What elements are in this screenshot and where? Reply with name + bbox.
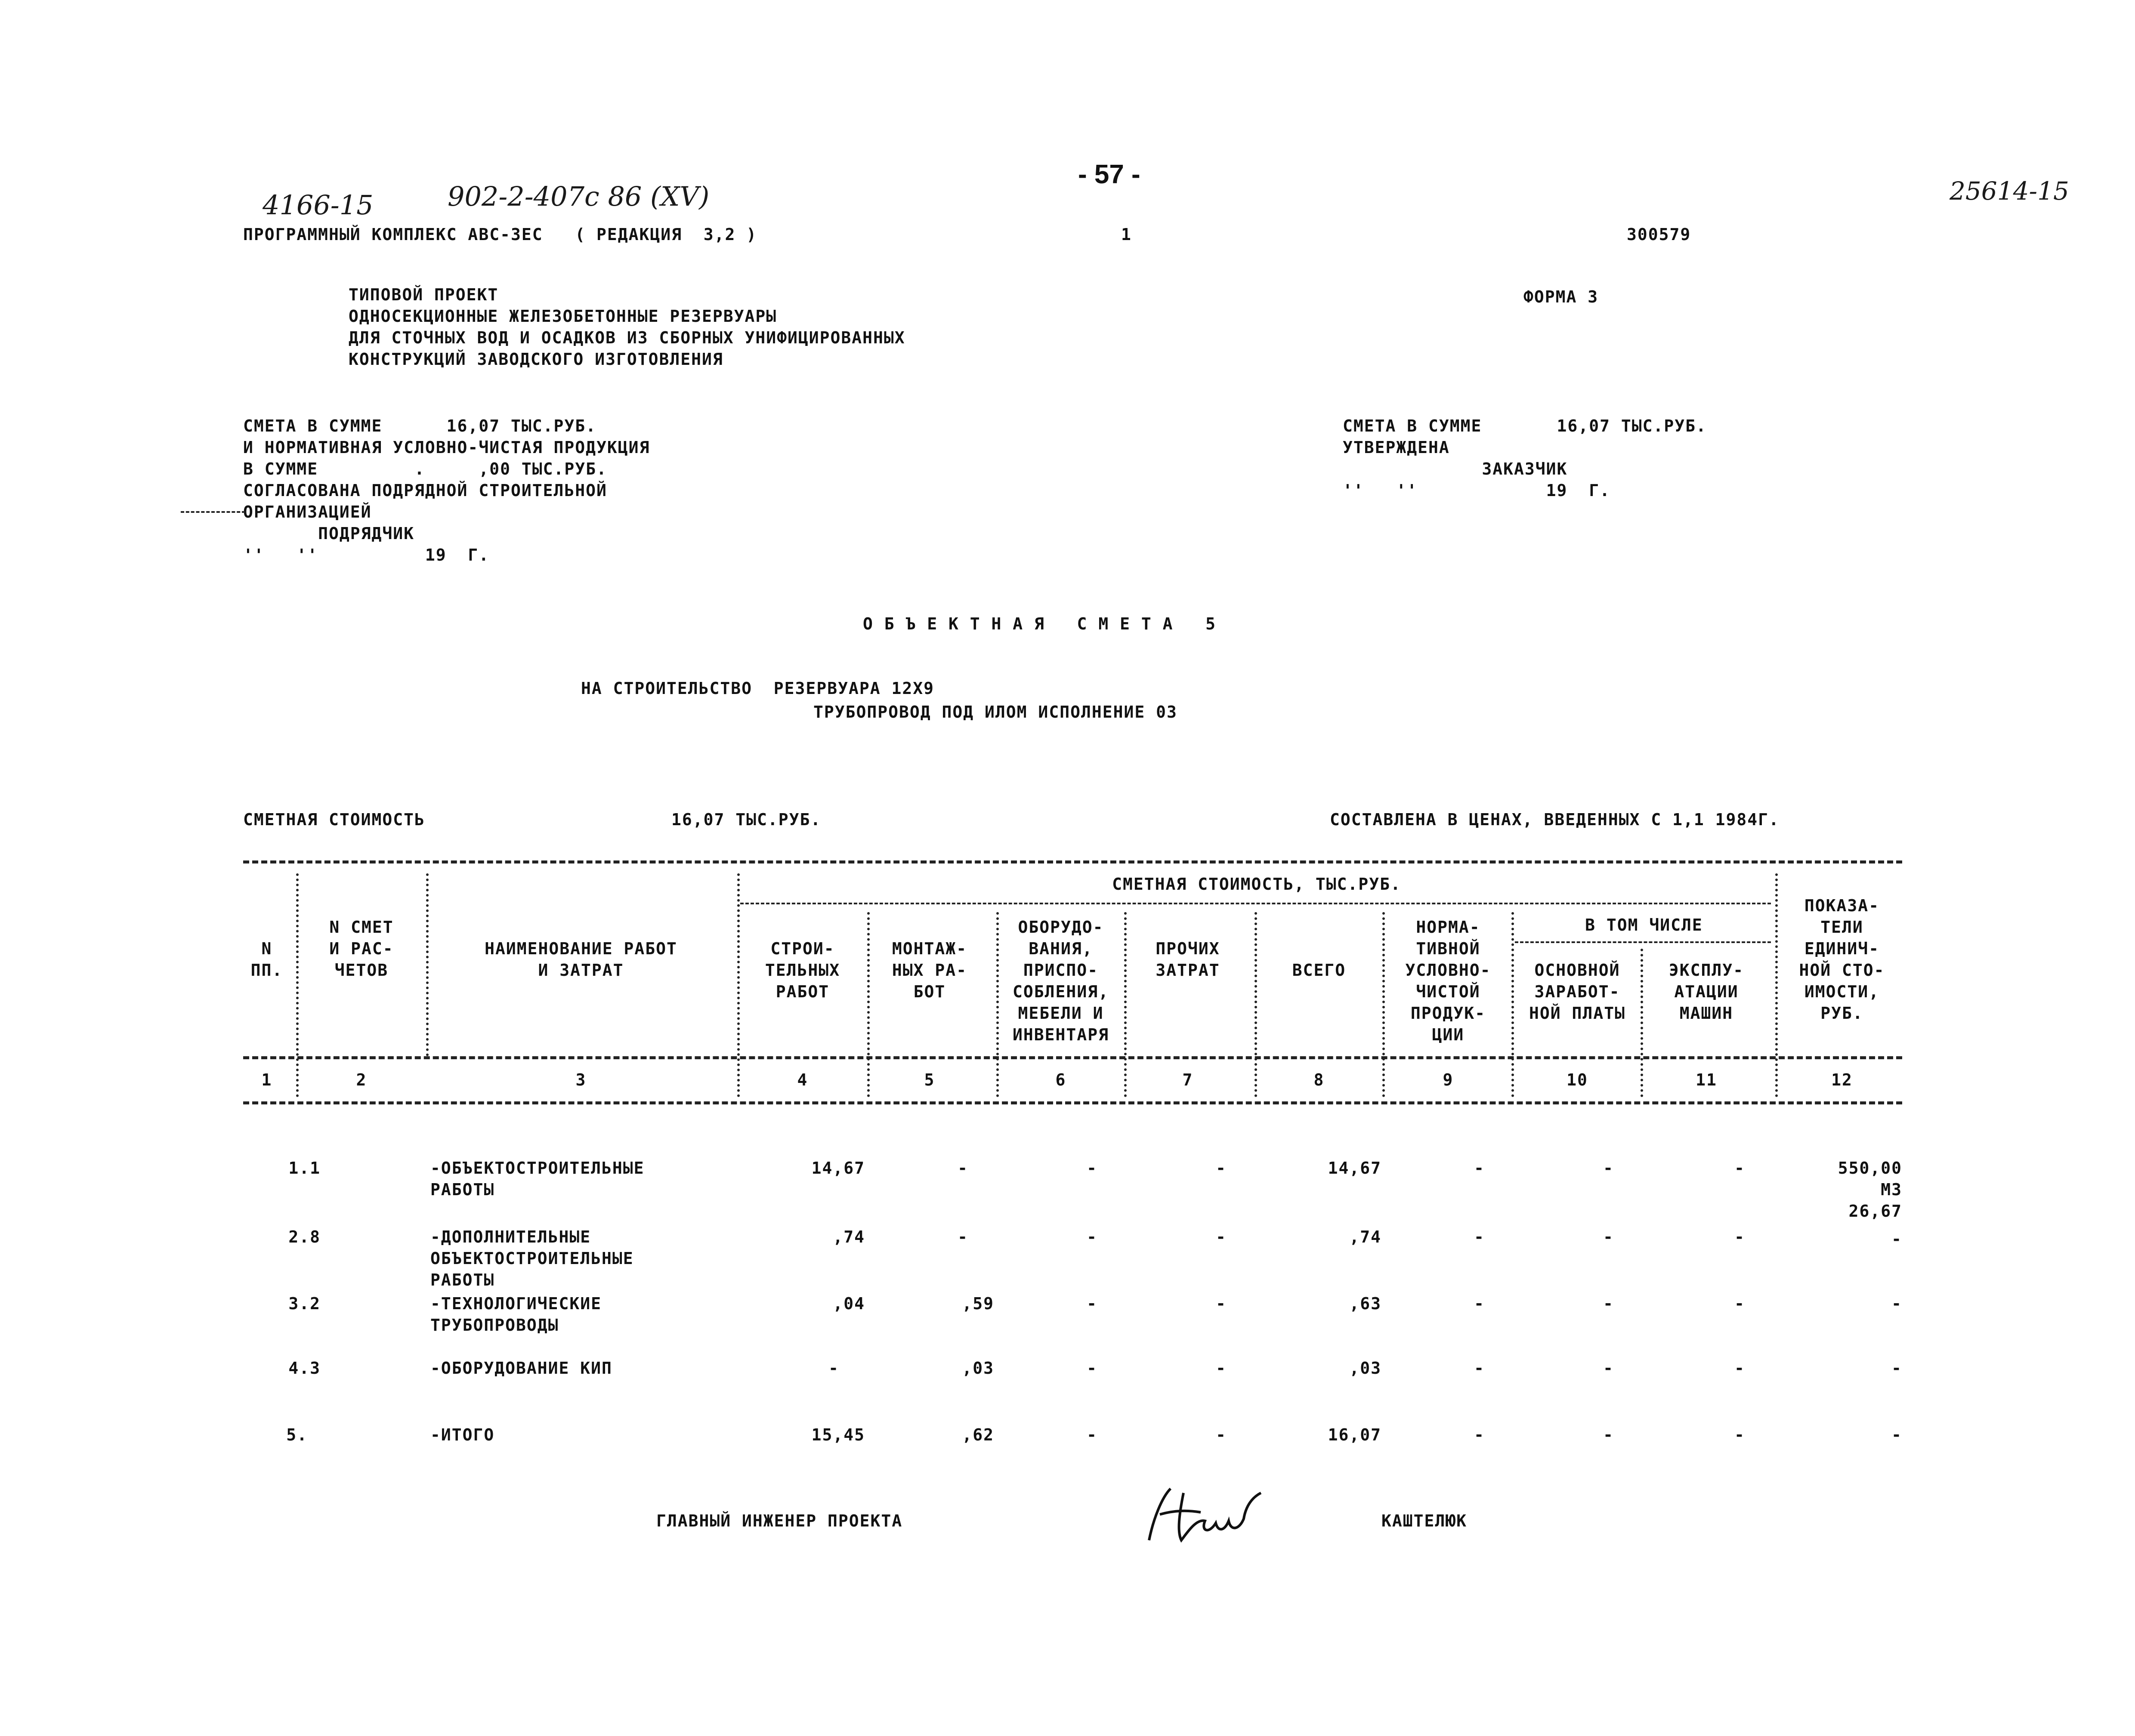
cell-other: - [1216,1227,1227,1246]
handwritten-ref-left: 4166-15 [263,189,374,221]
cell-unit-cost: - [1891,1294,1902,1313]
project-line: ОДНОСЕКЦИОННЫЕ ЖЕЛЕЗОБЕТОННЫЕ РЕЗЕРВУАРЫ [349,307,777,326]
page-number: - 57 - [1078,160,1140,189]
cell-total: ,74 [1349,1227,1381,1246]
cell-other: - [1216,1159,1227,1178]
document-subtitle: ТРУБОПРОВОД ПОД ИЛОМ ИСПОЛНЕНИЕ 03 [813,703,1177,722]
cell-total: 14,67 [1328,1159,1381,1178]
handwritten-project-code: 902-2-407c 86 (XV) [448,181,710,212]
cell-equipment: - [1087,1159,1097,1178]
row-name: -ОБЪЕКТОСТРОИТЕЛЬНЫЕ РАБОТЫ [430,1159,645,1199]
column-number: 3 [575,1070,587,1089]
chief-engineer-label: ГЛАВНЫЙ ИНЖЕНЕР ПРОЕКТА [656,1511,903,1530]
column-header: ЭКСПЛУ- АТАЦИИ МАШИН [1668,961,1744,1023]
cell-wages: - [1603,1425,1614,1444]
cell-installation: - [958,1159,968,1178]
table-rule-numbers-bottom [243,1101,1902,1104]
approval-line: СОГЛАСОВАНА ПОДРЯДНОЙ СТРОИТЕЛЬНОЙ [243,481,607,500]
project-line: КОНСТРУКЦИЙ ЗАВОДСКОГО ИЗГОТОВЛЕНИЯ [349,350,723,369]
row-number: 5. [286,1425,308,1444]
column-number: 11 [1696,1070,1717,1089]
chief-engineer-name: КАШТЕЛЮК [1381,1511,1468,1530]
cell-other: - [1216,1294,1227,1313]
column-number: 9 [1443,1070,1454,1089]
column-number: 4 [797,1070,808,1089]
approval-line: '' '' 19 Г. [1343,481,1610,500]
subgroup-header: В ТОМ ЧИСЛЕ [1585,916,1703,934]
approval-line: ОРГАНИЗАЦИЕЙ [243,503,372,521]
column-header: НАИМЕНОВАНИЕ РАБОТ И ЗАТРАТ [485,939,677,980]
cell-equipment: - [1087,1294,1097,1313]
column-number: 7 [1182,1070,1193,1089]
signature-image [1136,1480,1278,1549]
approval-line: СМЕТА В СУММЕ 16,07 ТЫС.РУБ. [243,416,596,435]
cell-total: ,03 [1349,1359,1381,1378]
cell-construction: - [828,1359,839,1378]
cell-machines: - [1734,1294,1745,1313]
cell-machines: - [1734,1425,1745,1444]
project-line: ТИПОВОЙ ПРОЕКТ [349,285,499,304]
cell-equipment: - [1087,1227,1097,1246]
row-number: 2.8 [288,1227,321,1246]
cell-wages: - [1603,1359,1614,1378]
approval-line: В СУММЕ . ,00 ТЫС.РУБ. [243,459,607,478]
cell-machines: - [1734,1159,1745,1178]
estimated-cost-label: СМЕТНАЯ СТОИМОСТЬ [243,810,425,829]
cell-installation: ,59 [962,1294,994,1313]
column-number: 2 [356,1070,367,1089]
document-subtitle: НА СТРОИТЕЛЬСТВО РЕЗЕРВУАРА 12Х9 [581,679,934,698]
document-title: О Б Ъ Е К Т Н А Я С М Е Т А 5 [863,614,1216,633]
subgroup-header-rule [1515,941,1771,943]
cell-equipment: - [1087,1359,1097,1378]
cell-unit-cost: - [1891,1359,1902,1378]
table-rule-top [243,860,1902,863]
cell-total: 16,07 [1328,1425,1381,1444]
cell-construction: 15,45 [811,1425,865,1444]
cell-machines: - [1734,1359,1745,1378]
cell-unit-cost: 550,00 МЗ 26,67 [1838,1159,1902,1221]
approval-line: УТВЕРЖДЕНА [1343,438,1450,457]
cell-normative: - [1474,1425,1485,1444]
group-header-cost: СМЕТНАЯ СТОИМОСТЬ, ТЫС.РУБ. [1112,875,1401,894]
row-number: 3.2 [288,1294,321,1313]
signature-line [181,511,245,513]
group-header-rule [740,903,1771,904]
project-line: ДЛЯ СТОЧНЫХ ВОД И ОСАДКОВ ИЗ СБОРНЫХ УНИФИЦИРОВАННЫХ [349,328,905,347]
column-header: ОСНОВНОЙ ЗАРАБОТ- НОЙ ПЛАТЫ [1529,961,1625,1023]
cell-total: ,63 [1349,1294,1381,1313]
cell-construction: 14,67 [811,1159,865,1178]
column-header: N ПП. [250,939,283,980]
cell-wages: - [1603,1294,1614,1313]
column-header: СТРОИ- ТЕЛЬНЫХ РАБОТ [765,939,840,1001]
table-rule-header-bottom [243,1056,1902,1059]
cell-machines: - [1734,1227,1745,1246]
cell-installation: ,62 [962,1425,994,1444]
row-name: -ОБОРУДОВАНИЕ КИП [430,1359,612,1378]
column-number: 5 [924,1070,935,1089]
column-header: ОБОРУДО- ВАНИЯ, ПРИСПО- СОБЛЕНИЯ, МЕБЕЛИ И ИНВЕНТАРЯ [1013,918,1109,1044]
column-number: 8 [1313,1070,1325,1089]
cell-wages: - [1603,1159,1614,1178]
sheet-number: 1 [1121,225,1132,244]
column-header: МОНТАЖ- НЫХ РА- БОТ [892,939,967,1001]
cell-wages: - [1603,1227,1614,1246]
column-number: 6 [1055,1070,1066,1089]
column-header: ПРОЧИХ ЗАТРАТ [1156,939,1220,980]
row-number: 4.3 [288,1359,321,1378]
approval-line: ПОДРЯДЧИК [243,524,415,543]
cell-normative: - [1474,1294,1485,1313]
cell-construction: ,04 [833,1294,865,1313]
column-header: ПОКАЗА- ТЕЛИ ЕДИНИЧ- НОЙ СТО- ИМОСТИ, РУБ. [1799,896,1885,1023]
column-number: 12 [1831,1070,1853,1089]
handwritten-ref-right: 25614-15 [1950,176,2069,206]
cell-other: - [1216,1359,1227,1378]
approval-line: И НОРМАТИВНАЯ УСЛОВНО-ЧИСТАЯ ПРОДУКЦИЯ [243,438,650,457]
form-label: ФОРМА 3 [1523,287,1599,306]
estimated-cost-value: 16,07 ТЫС.РУБ. [671,810,822,829]
column-header: N СМЕТ И РАС- ЧЕТОВ [329,918,394,980]
column-header: ВСЕГО [1292,961,1346,980]
cell-unit-cost: - [1891,1230,1902,1249]
row-name: -ИТОГО [430,1425,495,1444]
cell-construction: ,74 [833,1227,865,1246]
approval-line: СМЕТА В СУММЕ 16,07 ТЫС.РУБ. [1343,416,1707,435]
row-name: -ТЕХНОЛОГИЧЕСКИЕ ТРУБОПРОВОДЫ [430,1294,602,1335]
cell-equipment: - [1087,1425,1097,1444]
cell-other: - [1216,1425,1227,1444]
cell-installation: ,03 [962,1359,994,1378]
row-name: -ДОПОЛНИТЕЛЬНЫЕ ОБЪЕКТОСТРОИТЕЛЬНЫЕ РАБОТЫ [430,1227,634,1289]
row-number: 1.1 [288,1159,321,1178]
approval-line: '' '' 19 Г. [243,546,490,564]
column-number: 10 [1566,1070,1588,1089]
cell-installation: - [958,1227,968,1246]
approval-line: ЗАКАЗЧИК [1343,459,1568,478]
column-number: 1 [261,1070,272,1089]
cell-normative: - [1474,1159,1485,1178]
cell-unit-cost: - [1891,1425,1902,1444]
price-basis: СОСТАВЛЕНА В ЦЕНАХ, ВВЕДЕННЫХ С 1,1 1984Г. [1330,810,1780,829]
program-line: ПРОГРАММНЫЙ КОМПЛЕКС АВС-3ЕС ( РЕДАКЦИЯ 3,2 ) [243,225,757,244]
document-code: 300579 [1627,225,1691,244]
cell-normative: - [1474,1359,1485,1378]
cell-normative: - [1474,1227,1485,1246]
column-header: НОРМА- ТИВНОЙ УСЛОВНО- ЧИСТОЙ ПРОДУК- ЦИИ [1405,918,1491,1044]
